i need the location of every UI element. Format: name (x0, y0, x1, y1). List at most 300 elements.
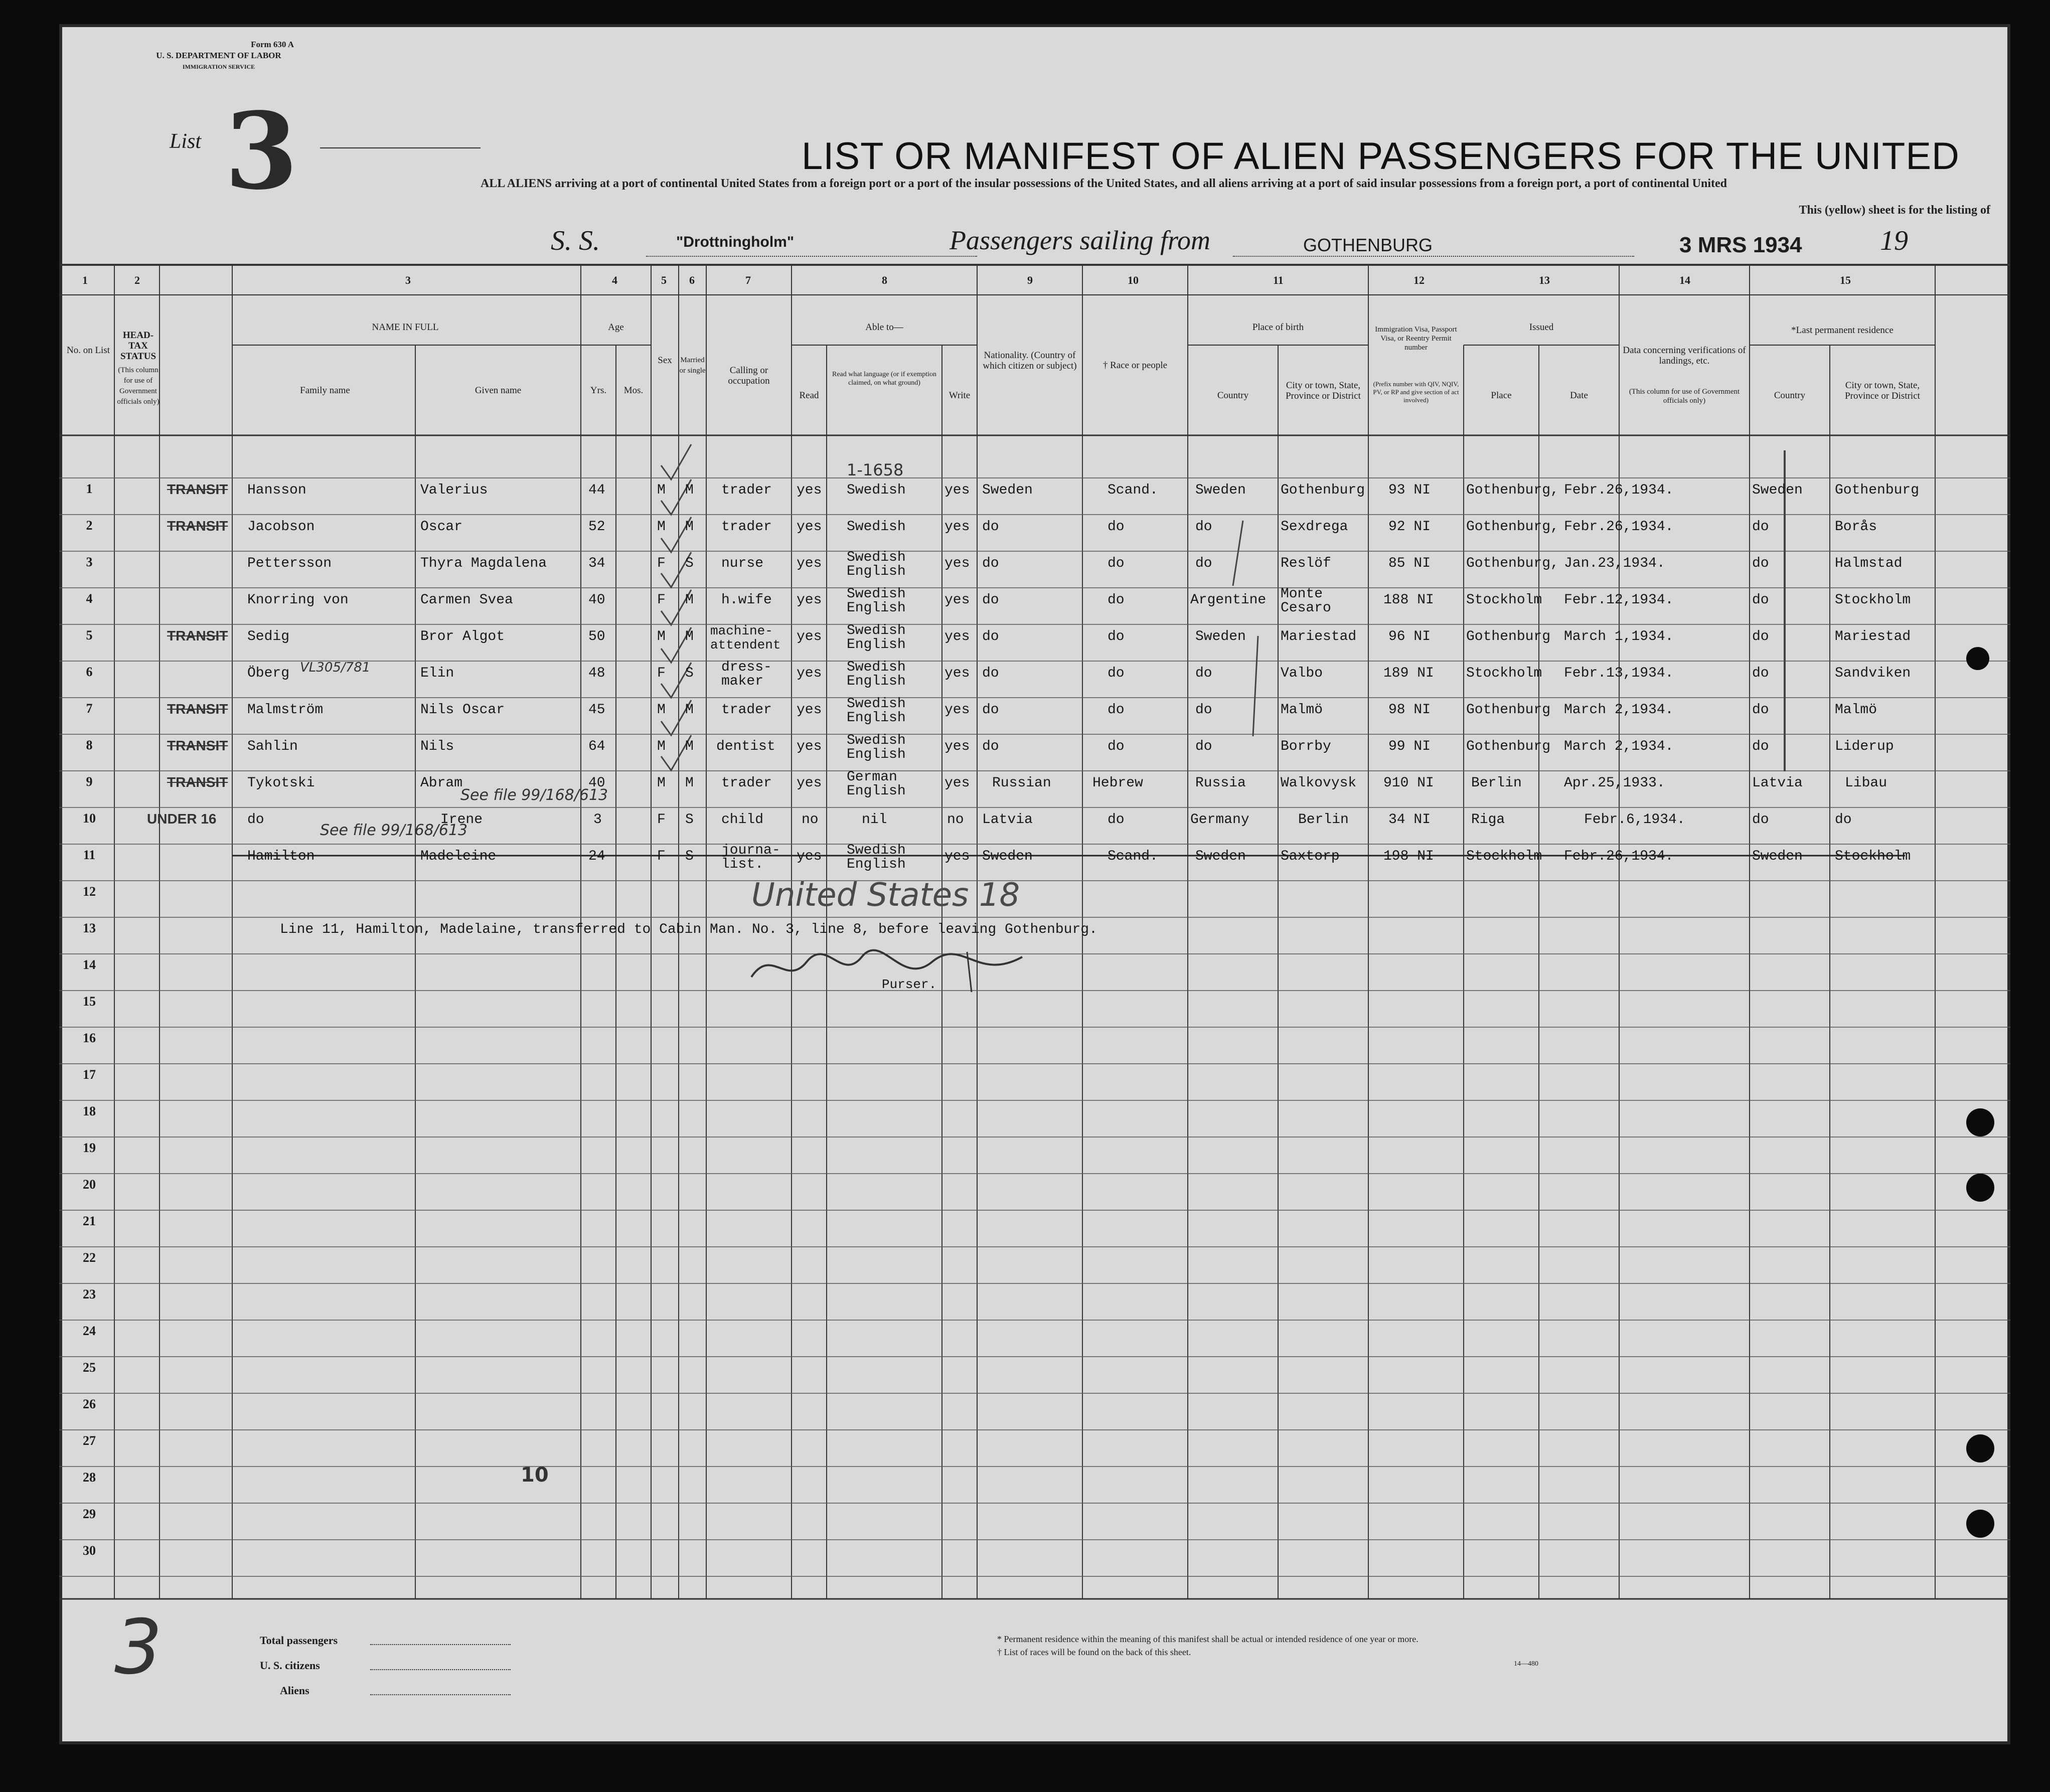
column-number-3: 3 (405, 274, 411, 286)
family-name-cell: Öberg (247, 666, 290, 681)
department-label: U. S. DEPARTMENT OF LABOR (156, 51, 281, 60)
subtitle-line-1: ALL ALIENS arriving at a port of continental United States from a foreign port or a port of the insular possessions of the United States, and all aliens arriving at a port of said insular possessions from a foreign port, a port of continental United (481, 177, 1727, 190)
write-cell: yes (944, 592, 970, 608)
row-number: 25 (83, 1360, 96, 1375)
punch-hole (1966, 647, 1989, 670)
given-name-cell: Oscar (420, 519, 463, 535)
year-label: 19 (1880, 225, 1908, 256)
calling-cell: h.wife (721, 592, 772, 608)
nationality-cell: do (982, 592, 999, 608)
res-country-cell: Latvia (1752, 775, 1803, 791)
row-number: 20 (83, 1177, 96, 1192)
footer-note-1: * Permanent residence within the meaning of this manifest shall be actual or intended residence of one year or more. (997, 1634, 1418, 1644)
age-cell: 40 (588, 592, 605, 608)
marital-cell: S (685, 666, 694, 681)
column-number-6: 6 (689, 274, 695, 286)
birth-country-cell: Sweden (1195, 482, 1246, 498)
family-name-cell: Malmström (247, 702, 324, 718)
header-res-country: Country (1774, 390, 1806, 401)
language-cell: Swedish English (847, 586, 906, 616)
write-cell: yes (944, 666, 970, 681)
res-city-cell: Liderup (1835, 739, 1894, 754)
nationality-cell: do (982, 702, 999, 718)
header-yrs: Yrs. (590, 385, 607, 396)
nationality-cell: Latvia (982, 812, 1033, 828)
column-number-13: 13 (1539, 274, 1550, 286)
birth-country-cell: do (1195, 556, 1212, 571)
row-number: 6 (86, 665, 93, 679)
family-name-cell: Jacobson (247, 519, 315, 535)
header-head-tax: HEAD-TAX STATUS (120, 330, 156, 362)
birth-city-cell: Reslöf (1281, 556, 1331, 571)
marital-cell: S (685, 812, 694, 828)
birth-city-cell: Malmö (1281, 702, 1323, 718)
age-cell: 50 (588, 629, 605, 644)
calling-cell: dress-maker (721, 660, 772, 689)
column-number-10: 10 (1128, 274, 1139, 286)
write-cell: yes (944, 629, 970, 644)
issued-date-cell: Febr.6,1934. (1584, 812, 1685, 828)
head-tax-stamp: TRANSIT (167, 774, 228, 790)
marital-cell: M (685, 629, 694, 644)
visa-cell: 98 NI (1388, 702, 1431, 718)
issued-date-cell: March 2,1934. (1564, 702, 1674, 718)
sex-cell: F (657, 812, 666, 828)
issued-place-cell: Stockholm (1466, 849, 1542, 864)
transfer-note: Line 11, Hamilton, Madelaine, transferred to Cabin Man. No. 3, line 8, before leaving Gothenburg. (280, 922, 1097, 937)
given-name-cell: Nils Oscar (420, 702, 505, 718)
res-country-cell: do (1752, 739, 1769, 754)
aliens-line (370, 1694, 511, 1695)
us-citizens-line (370, 1669, 511, 1670)
calling-cell: trader (721, 702, 772, 718)
column-number-1: 1 (82, 274, 88, 286)
visa-cell: 99 NI (1388, 739, 1431, 754)
row-number: 7 (86, 701, 93, 716)
family-name-cell: Sedig (247, 629, 290, 644)
race-cell: do (1108, 812, 1125, 828)
visa-cell: 92 NI (1388, 519, 1431, 535)
write-cell: yes (944, 849, 970, 864)
marital-cell: M (685, 519, 694, 535)
row-number: 8 (86, 738, 93, 752)
calling-cell: trader (721, 482, 772, 498)
row-number: 4 (86, 591, 93, 606)
sex-cell: M (657, 519, 666, 535)
read-cell: yes (797, 482, 822, 498)
age-cell: 3 (593, 812, 602, 828)
corner-handwritten-number: 3 (114, 1604, 163, 1691)
sex-cell: M (657, 739, 666, 754)
read-cell: yes (797, 629, 822, 644)
handwritten-file-note-row10: See file 99/168/613 (320, 822, 468, 839)
res-country-cell: Sweden (1752, 482, 1803, 498)
head-tax-stamp: TRANSIT (167, 701, 228, 717)
header-place: Place (1491, 390, 1512, 401)
header-mos: Mos. (623, 385, 644, 396)
sex-cell: F (657, 556, 666, 571)
row-number: 9 (86, 774, 93, 789)
head-tax-stamp: TRANSIT (167, 738, 228, 753)
row-number: 30 (83, 1543, 96, 1558)
given-name-cell: Madeleine (420, 849, 497, 864)
birth-country-cell: Germany (1190, 812, 1249, 828)
res-country-cell: do (1752, 519, 1769, 535)
read-cell: yes (797, 592, 822, 608)
race-cell: Hebrew (1092, 775, 1143, 791)
footer-note-2: † List of races will be found on the back of this sheet. (997, 1647, 1191, 1657)
row-number: 13 (83, 921, 96, 935)
nationality-cell: do (982, 556, 999, 571)
header-read-language: Read what language (or if exemption claimed, on what ground) (832, 371, 936, 387)
nationality-cell: do (982, 519, 999, 535)
issued-place-cell: Gothenburg, (1466, 556, 1559, 571)
visa-cell: 85 NI (1388, 556, 1431, 571)
header-sex: Sex (658, 355, 672, 366)
calling-cell: journa-list. (721, 843, 780, 872)
family-name-cell: Tykotski (247, 775, 315, 791)
marital-cell: M (685, 775, 694, 791)
race-cell: do (1108, 592, 1125, 608)
calling-cell: child (721, 812, 764, 828)
visa-cell: 189 NI (1383, 666, 1434, 681)
row-number: 18 (83, 1104, 96, 1118)
res-city-cell: Stockholm (1835, 592, 1911, 608)
nationality-cell: Sweden (982, 849, 1033, 864)
header-married: Married or single (679, 356, 706, 375)
birth-city-cell: Sexdrega (1281, 519, 1348, 535)
issued-place-cell: Riga (1471, 812, 1505, 828)
row-number: 10 (83, 811, 96, 826)
birth-country-cell: Sweden (1195, 849, 1246, 864)
birth-city-cell: Walkovysk (1281, 775, 1357, 791)
issued-date-cell: Jan.23,1934. (1564, 556, 1665, 571)
language-cell: Swedish English (847, 843, 906, 872)
header-calling: Calling or occupation (728, 365, 770, 386)
race-cell: do (1108, 702, 1125, 718)
issued-date-cell: March 1,1934. (1564, 629, 1674, 644)
language-cell: Swedish English (847, 660, 906, 689)
res-city-cell: Borås (1835, 519, 1877, 535)
issued-place-cell: Stockholm (1466, 666, 1542, 681)
res-city-cell: Sandviken (1835, 666, 1911, 681)
row-number: 5 (86, 628, 93, 642)
header-age: Age (608, 322, 624, 333)
sex-cell: M (657, 775, 666, 791)
header-nationality: Nationality. (Country of which citizen or subject) (983, 350, 1077, 371)
issued-place-cell: Gothenburg (1466, 629, 1551, 644)
race-cell: do (1108, 519, 1125, 535)
manifest-grid (59, 24, 2010, 1744)
sailing-label: Passengers sailing from (950, 225, 1211, 255)
sex-cell: M (657, 482, 666, 498)
nationality-cell: do (982, 629, 999, 644)
head-tax-stamp: TRANSIT (167, 518, 228, 534)
age-cell: 40 (588, 775, 605, 791)
footer-form-code: 14—480 (1514, 1660, 1538, 1668)
row-number: 12 (83, 884, 96, 899)
given-name-cell: Abram (420, 775, 463, 791)
res-city-cell: do (1835, 812, 1852, 828)
language-cell: Swedish English (847, 623, 906, 653)
age-cell: 34 (588, 556, 605, 571)
family-name-cell: Sahlin (247, 739, 298, 754)
issued-place-cell: Stockholm (1466, 592, 1542, 608)
calling-cell: trader (721, 775, 772, 791)
issued-place-cell: Gothenburg, (1466, 482, 1559, 498)
issued-date-cell: Febr.12,1934. (1564, 592, 1674, 608)
visa-cell: 96 NI (1388, 629, 1431, 644)
row-number: 26 (83, 1397, 96, 1411)
visa-cell: 188 NI (1383, 592, 1434, 608)
list-label: List (170, 130, 202, 153)
race-cell: do (1108, 739, 1125, 754)
birth-country-cell: do (1195, 666, 1212, 681)
row-number: 14 (83, 957, 96, 972)
birth-country-cell: Russia (1195, 775, 1246, 791)
res-country-cell: Sweden (1752, 849, 1803, 864)
marital-cell: M (685, 739, 694, 754)
age-cell: 24 (588, 849, 605, 864)
res-city-cell: Malmö (1835, 702, 1877, 718)
row-number: 24 (83, 1324, 96, 1338)
handwritten-file-note-row9: See file 99/168/613 (460, 786, 608, 804)
nationality-cell: do (982, 666, 999, 681)
language-cell: Swedish English (847, 733, 906, 762)
header-data-note: (This column for use of Government officials only) (1629, 388, 1740, 405)
family-name-cell: Pettersson (247, 556, 332, 571)
issued-place-cell: Gothenburg (1466, 739, 1551, 754)
language-cell: Swedish English (847, 550, 906, 579)
row-number: 29 (83, 1507, 96, 1521)
form-number: Form 630 A (251, 40, 294, 49)
issued-date-cell: Apr.25,1933. (1564, 775, 1665, 791)
ship-name: "Drottningholm" (676, 234, 795, 250)
stamp-number: 10 (521, 1463, 549, 1487)
read-cell: yes (797, 519, 822, 535)
row-number: 17 (83, 1067, 96, 1082)
header-place-of-birth: Place of birth (1252, 322, 1304, 333)
row-number: 2 (86, 518, 93, 533)
given-name-cell: Carmen Svea (420, 592, 513, 608)
marital-cell: S (685, 849, 694, 864)
language-cell: German English (847, 769, 906, 799)
res-country-cell: do (1752, 812, 1769, 828)
language-cell: Swedish (847, 482, 906, 498)
issued-place-cell: Gothenburg (1466, 702, 1551, 718)
column-number-2: 2 (134, 274, 140, 286)
issued-place-cell: Berlin (1471, 775, 1522, 791)
write-cell: yes (944, 739, 970, 754)
issued-date-cell: Febr.13,1934. (1564, 666, 1674, 681)
given-name-cell: Irene (440, 812, 483, 828)
header-race: † Race or people (1102, 360, 1168, 371)
row-number: 15 (83, 994, 96, 1009)
birth-city-cell: Saxtorp (1281, 849, 1340, 864)
header-given-name: Given name (475, 385, 522, 396)
read-cell: yes (797, 702, 822, 718)
footer-total-passengers: Total passengers (260, 1634, 338, 1647)
header-visa-note: (Prefix number with QIV, NQIV, PV, or RP and give section of act involved) (1373, 380, 1459, 404)
language-cell: Swedish (847, 519, 906, 535)
header-date: Date (1570, 390, 1588, 401)
column-number-7: 7 (745, 274, 751, 286)
date-stamp: 3 MRS 1934 (1679, 233, 1802, 257)
header-no-on-list: No. on List (66, 345, 110, 356)
manifest-sheet (59, 24, 2010, 1744)
res-country-cell: do (1752, 556, 1769, 571)
visa-cell: 93 NI (1388, 482, 1431, 498)
head-tax-stamp: UNDER 16 (147, 811, 217, 827)
header-issued: Issued (1529, 322, 1554, 333)
res-country-cell: do (1752, 666, 1769, 681)
age-cell: 64 (588, 739, 605, 754)
row-number: 22 (83, 1250, 96, 1265)
write-cell: yes (944, 556, 970, 571)
race-cell: Scand. (1108, 482, 1158, 498)
header-name-in-full: NAME IN FULL (372, 322, 439, 333)
row-number: 19 (83, 1141, 96, 1155)
column-number-9: 9 (1027, 274, 1033, 286)
header-family-name: Family name (300, 385, 350, 396)
header-data-landings: Data concerning verifications of landings, etc. (1623, 345, 1746, 366)
row-number: 1 (86, 481, 93, 496)
given-name-cell: Bror Algot (420, 629, 505, 644)
marital-cell: M (685, 592, 694, 608)
res-city-cell: Stockholm (1835, 849, 1911, 864)
given-name-cell: Thyra Magdalena (420, 556, 547, 571)
write-cell: yes (944, 702, 970, 718)
row-number: 21 (83, 1214, 96, 1228)
visa-cell: 198 NI (1383, 849, 1434, 864)
column-number-5: 5 (661, 274, 667, 286)
footer-aliens: Aliens (280, 1684, 309, 1697)
column-number-8: 8 (882, 274, 887, 286)
birth-city-cell: Mariestad (1281, 629, 1357, 644)
nationality-cell: Russian (992, 775, 1051, 791)
head-tax-stamp: TRANSIT (167, 628, 228, 643)
read-cell: yes (797, 775, 822, 791)
header-visa: Immigration Visa, Passport Visa, or Reentry Permit number (1375, 325, 1457, 352)
punch-hole (1966, 1510, 1994, 1538)
punch-hole (1966, 1174, 1994, 1202)
sex-cell: M (657, 629, 666, 644)
given-name-cell: Elin (420, 666, 454, 681)
issued-place-cell: Gothenburg, (1466, 519, 1559, 535)
nationality-cell: do (982, 739, 999, 754)
column-number-4: 4 (612, 274, 617, 286)
calling-cell: nurse (721, 556, 764, 571)
total-passengers-line (370, 1644, 511, 1645)
family-name-cell: Knorring von (247, 592, 349, 608)
marital-cell: M (685, 482, 694, 498)
res-country-cell: do (1752, 629, 1769, 644)
family-name-cell: Hansson (247, 482, 306, 498)
birth-city-cell: Gothenburg (1281, 482, 1365, 498)
issued-date-cell: March 2,1934. (1564, 739, 1674, 754)
handwritten-code-row6: VL305/781 (300, 660, 371, 675)
page-title: LIST OR MANIFEST OF ALIEN PASSENGERS FOR THE UNITED (802, 135, 1960, 178)
res-country-cell: do (1752, 592, 1769, 608)
header-last-residence: *Last permanent residence (1791, 325, 1894, 336)
ss-label: S. S. (551, 225, 600, 256)
birth-country-cell: do (1195, 702, 1212, 718)
issued-date-cell: Febr.26,1934. (1564, 519, 1674, 535)
write-cell: yes (944, 482, 970, 498)
age-cell: 44 (588, 482, 605, 498)
read-cell: yes (797, 739, 822, 754)
birth-city-cell: Monte Cesaro (1281, 586, 1331, 616)
res-city-cell: Halmstad (1835, 556, 1903, 571)
res-city-cell: Libau (1845, 775, 1887, 791)
footer-us-citizens: U. S. citizens (260, 1659, 320, 1672)
write-cell: no (947, 812, 964, 828)
age-cell: 45 (588, 702, 605, 718)
subtitle-line-2: This (yellow) sheet is for the listing of (1799, 204, 1990, 217)
header-city-birth: City or town, State, Province or District (1286, 380, 1361, 401)
res-country-cell: do (1752, 702, 1769, 718)
race-cell: do (1108, 629, 1125, 644)
nationality-cell: Sweden (982, 482, 1033, 498)
birth-city-cell: Berlin (1298, 812, 1349, 828)
header-write: Write (949, 390, 971, 401)
birth-city-cell: Valbo (1281, 666, 1323, 681)
sex-cell: F (657, 592, 666, 608)
header-country: Country (1217, 390, 1249, 401)
row-number: 3 (86, 555, 93, 569)
row-number: 27 (83, 1433, 96, 1448)
header-able-to: Able to— (865, 322, 903, 333)
row-number: 16 (83, 1031, 96, 1045)
purser-label: Purser. (882, 977, 937, 992)
language-cell: Swedish English (847, 696, 906, 726)
column-number-14: 14 (1679, 274, 1690, 286)
res-city-cell: Gothenburg (1835, 482, 1920, 498)
family-name-cell: do (247, 812, 264, 828)
sex-cell: F (657, 849, 666, 864)
row-number: 23 (83, 1287, 96, 1301)
race-cell: Scand. (1108, 849, 1158, 864)
race-cell: do (1108, 556, 1125, 571)
age-cell: 52 (588, 519, 605, 535)
write-cell: yes (944, 519, 970, 535)
res-city-cell: Mariestad (1835, 629, 1911, 644)
read-cell: no (802, 812, 819, 828)
marital-cell: S (685, 556, 694, 571)
head-tax-stamp: TRANSIT (167, 481, 228, 497)
read-cell: yes (797, 849, 822, 864)
column-number-15: 15 (1840, 274, 1851, 286)
handwritten-line-12: United States 18 (751, 877, 1020, 914)
given-name-cell: Valerius (420, 482, 488, 498)
column-number-12: 12 (1413, 274, 1425, 286)
language-cell: nil (862, 812, 887, 828)
calling-cell: trader (721, 519, 772, 535)
birth-country-cell: Sweden (1195, 629, 1246, 644)
read-cell: yes (797, 666, 822, 681)
issued-date-cell: Febr.26,1934. (1564, 849, 1674, 864)
issued-date-cell: Febr.26,1934. (1564, 482, 1674, 498)
list-number: 3 (225, 89, 298, 213)
visa-cell: 910 NI (1383, 775, 1434, 791)
birth-country-cell: do (1195, 739, 1212, 754)
calling-cell: dentist (716, 739, 775, 754)
port-name: GOTHENBURG (1303, 235, 1433, 255)
punch-hole (1966, 1434, 1994, 1462)
header-head-tax-note: (This column for use of Government officials only) (117, 366, 160, 406)
sex-cell: M (657, 702, 666, 718)
row-number: 11 (83, 848, 96, 862)
